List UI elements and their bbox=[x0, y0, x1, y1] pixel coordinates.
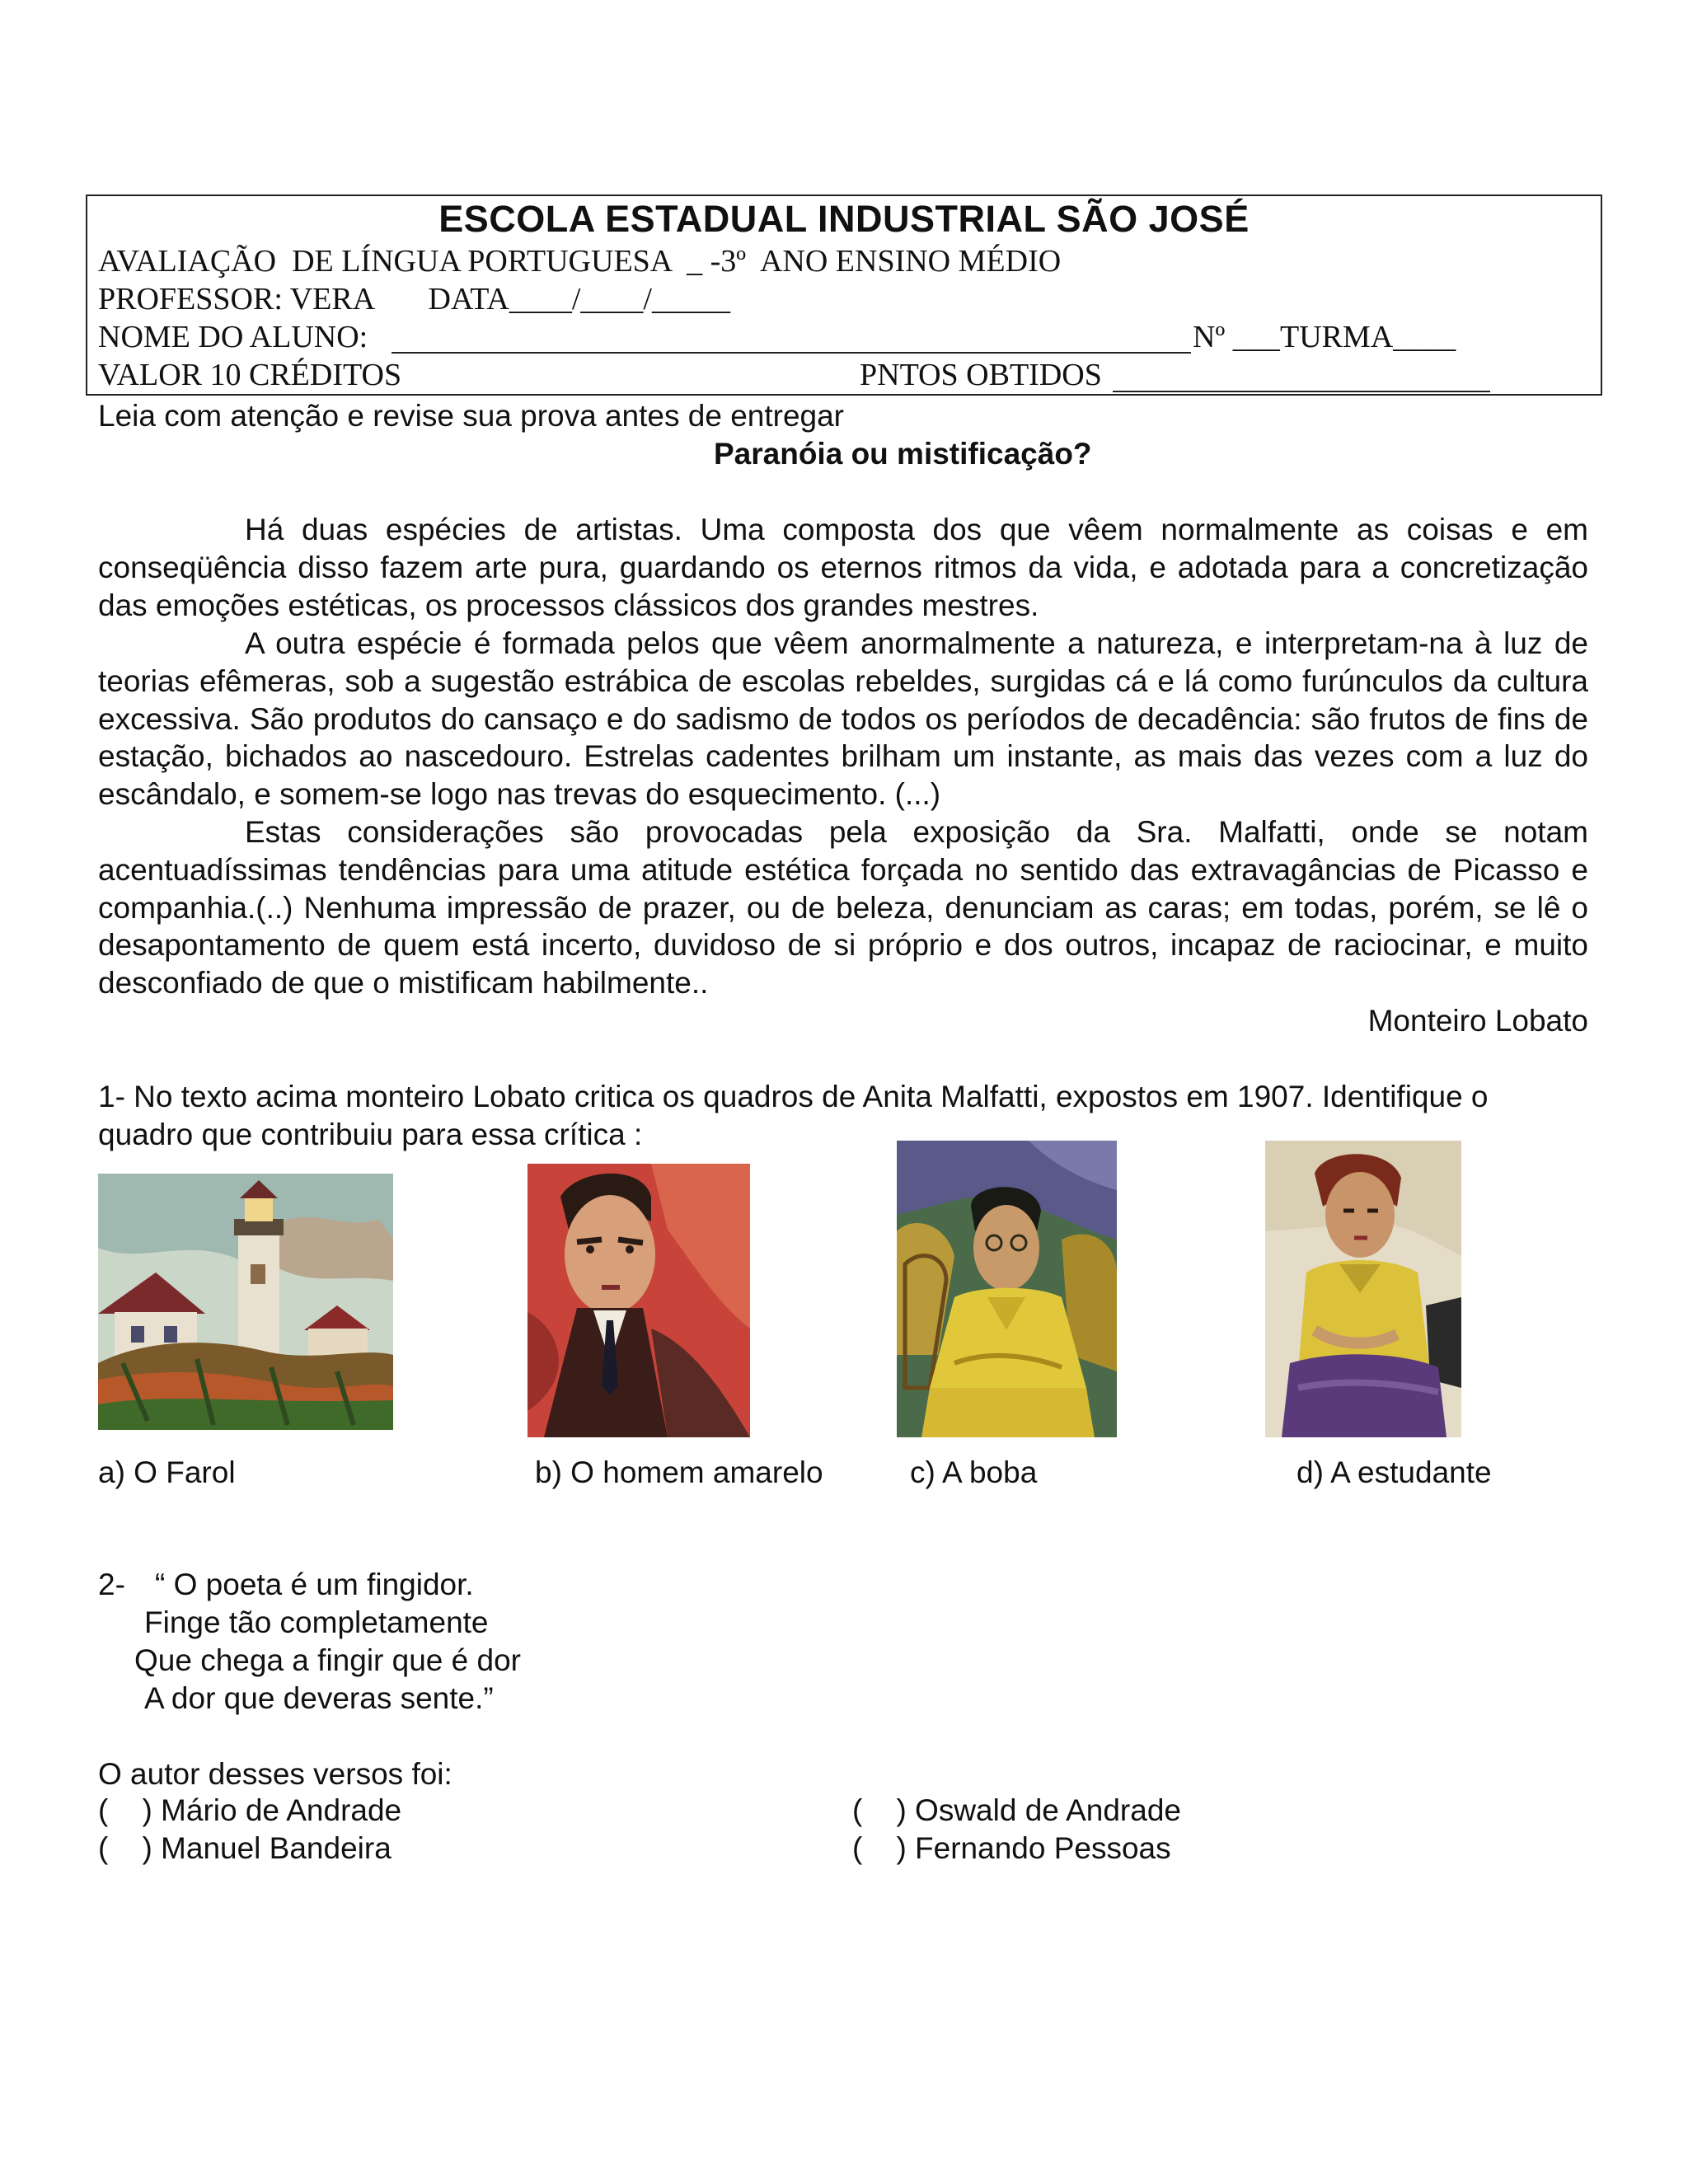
teacher-date-line: PROFESSOR: VERA DATA____/____/_____ bbox=[98, 282, 730, 316]
choice-mario-de-andrade[interactable]: ( ) Mário de Andrade bbox=[98, 1793, 402, 1827]
value-credits: VALOR 10 CRÉDITOS bbox=[98, 358, 402, 392]
class-field[interactable]: TURMA____ bbox=[1280, 320, 1456, 354]
verse-2: Finge tão completamente bbox=[144, 1605, 489, 1639]
verse-3: Que chega a fingir que é dor bbox=[134, 1643, 521, 1677]
painting-a-estudante bbox=[1265, 1141, 1461, 1437]
verse-4: A dor que deveras sente.” bbox=[144, 1681, 494, 1715]
choice-fernando-pessoas[interactable]: ( ) Fernando Pessoas bbox=[852, 1831, 1171, 1865]
painting-o-homem-amarelo bbox=[528, 1164, 750, 1437]
student-number-field[interactable]: Nº ___ bbox=[1193, 320, 1280, 354]
author-signature: Monteiro Lobato bbox=[1367, 1004, 1588, 1038]
paragraph-2: A outra espécie é formada pelos que vêem anormalmente a natureza, e interpretam-na à luz de teorias efêmeras, sob a sugestão estrábica de escolas rebeldes, surgidas cá e lá como furúnculos da cultura excessiva. São produtos do cansaço e do sadismo de todos os períodos de decadência: são frutos de fins de estação, bichados ao nascedouro. Estrelas cadentes brilham um instante, as mais das vezes com a luz do escândalo, e somem-se logo nas trevas do esquecimento. (...) bbox=[98, 626, 1588, 812]
student-name-label: NOME DO ALUNO: bbox=[98, 320, 376, 354]
points-obtained-label: PNTOS OBTIDOS bbox=[860, 358, 1102, 392]
option-b-o-homem-amarelo[interactable]: b) O homem amarelo bbox=[535, 1455, 823, 1489]
student-name-blank[interactable] bbox=[392, 352, 1191, 354]
question-1-line-1: 1- No texto acima monteiro Lobato critica os quadros de Anita Malfatti, expostos em 1907. Identifique o bbox=[98, 1080, 1489, 1113]
option-a-o-farol[interactable]: a) O Farol bbox=[98, 1455, 236, 1489]
paragraph-3: Estas considerações são provocadas pela exposição da Sra. Malfatti, onde se notam acentuadíssimas tendências para uma atitude estética forçada no sentido das extravagâncias de Picasso e companhia.(..) Nenhuma impressão de prazer, ou de beleza, denunciam as caras; em todas, porém, se lê o desapontamento de quem está incerto, duvidoso de si próprio e dos outros, incapaz de raciocinar, e muito desconfiado de que o mistificam habilmente.. bbox=[98, 815, 1588, 1001]
option-c-a-boba[interactable]: c) A boba bbox=[910, 1455, 1038, 1489]
question-2-number: 2- bbox=[98, 1568, 125, 1601]
instruction-text: Leia com atenção e revise sua prova antes de entregar bbox=[98, 399, 845, 433]
choice-manuel-bandeira[interactable]: ( ) Manuel Bandeira bbox=[98, 1831, 392, 1865]
verse-1: “ O poeta é um fingidor. bbox=[155, 1568, 474, 1601]
question-1-line-2: quadro que contribuiu para essa crítica : bbox=[98, 1118, 643, 1151]
choice-oswald-de-andrade[interactable]: ( ) Oswald de Andrade bbox=[852, 1793, 1181, 1827]
points-obtained-blank[interactable] bbox=[1113, 391, 1490, 392]
question-2-prompt: O autor desses versos foi: bbox=[98, 1757, 452, 1791]
painting-a-boba bbox=[897, 1141, 1117, 1437]
paragraph-1: Há duas espécies de artistas. Uma composta dos que vêem normalmente as coisas e em conseqüência disso fazem arte pura, guardando os eternos ritmos da vida, e adotada para a concretização das emoções estéticas, os processos clássicos dos grandes mestres. bbox=[98, 513, 1588, 622]
school-name: ESCOLA ESTADUAL INDUSTRIAL SÃO JOSÉ bbox=[438, 198, 1250, 240]
option-d-a-estudante[interactable]: d) A estudante bbox=[1296, 1455, 1492, 1489]
painting-o-farol bbox=[98, 1174, 393, 1430]
text-title: Paranóia ou mistificação? bbox=[714, 437, 1092, 471]
exam-subject-line: AVALIAÇÃO DE LÍNGUA PORTUGUESA _ -3º ANO ENSINO MÉDIO bbox=[98, 244, 1062, 279]
